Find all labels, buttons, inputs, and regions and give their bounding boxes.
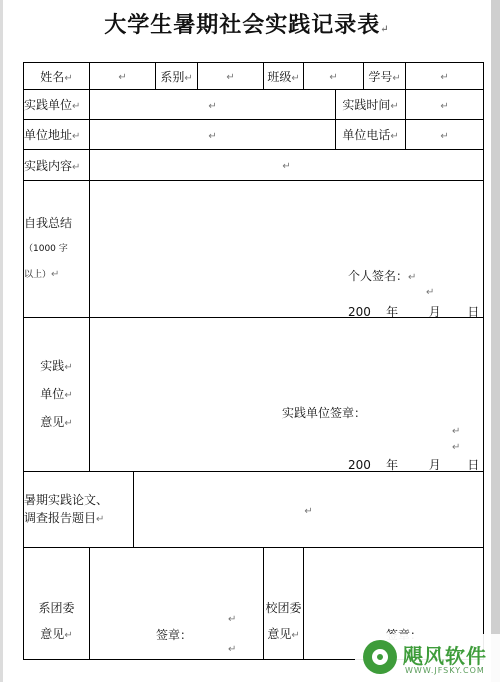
dept-committee-label-cell: 系团委 意见↵ <box>24 548 90 660</box>
class-label-cell: 班级↵ <box>264 63 304 90</box>
unit-opinion-value-cell[interactable]: 实践单位签章： ↵ ↵ 200 年 月 日 <box>90 318 484 472</box>
practice-content-value-cell[interactable]: ↵ <box>90 150 484 181</box>
watermark-name: 飓风软件 <box>403 644 487 668</box>
unit-address-label-cell: 单位地址↵ <box>24 120 90 150</box>
personal-signature-label: 个人签名：↵ <box>348 269 417 283</box>
school-committee-label-cell: 校团委 意见↵ <box>264 548 304 660</box>
thesis-title-value-cell[interactable]: ↵ <box>134 472 484 548</box>
summary-date: 200 年 月 日 <box>348 305 480 318</box>
unit-signature-label: 实践单位签章： <box>282 406 367 420</box>
self-summary-value-cell[interactable]: 个人签名：↵ ↵ 200 年 月 日 <box>90 181 484 318</box>
row-unit-address <box>24 120 484 150</box>
row-self-summary <box>24 181 484 318</box>
unit-phone-value-cell[interactable]: ↵ <box>406 120 484 150</box>
student-id-label-cell: 学号↵ <box>364 63 406 90</box>
unit-phone-label-cell: 单位电话↵ <box>336 120 406 150</box>
self-summary-label-cell: 自我总结 （1000 字 以上）↵ <box>24 181 90 318</box>
practice-unit-value-cell[interactable]: ↵ <box>90 90 336 120</box>
watermark <box>355 634 500 682</box>
practice-time-label-cell: 实践时间↵ <box>336 90 406 120</box>
title-text: 大学生暑期社会实践记录表 <box>104 12 381 38</box>
document-title <box>3 8 491 39</box>
name-value-cell[interactable]: ↵ <box>90 63 156 90</box>
watermark-logo-icon <box>363 640 397 674</box>
self-summary-label: 自我总结 <box>24 216 73 230</box>
row-basic-info <box>24 63 484 90</box>
row-practice-content <box>24 150 484 181</box>
name-label-cell: 姓名↵ <box>24 63 90 90</box>
window-frame-right <box>491 0 500 682</box>
class-value-cell[interactable]: ↵ <box>304 63 364 90</box>
row-practice-unit <box>24 90 484 120</box>
practice-unit-label-cell: 实践单位↵ <box>24 90 90 120</box>
row-thesis-title <box>24 472 484 548</box>
unit-address-value-cell[interactable]: ↵ <box>90 120 336 150</box>
dept-value-cell[interactable]: ↵ <box>198 63 264 90</box>
dept-committee-value-cell[interactable]: 签章： ↵ ↵ <box>90 548 264 660</box>
record-form-table <box>23 62 484 660</box>
unit-opinion-label-cell: 实践↵ 单位↵ 意见↵ <box>24 318 90 472</box>
document-page <box>3 0 491 682</box>
dept-committee-signature-label: 签章： <box>156 628 193 642</box>
dept-label-cell: 系别↵ <box>156 63 198 90</box>
self-summary-word-count: （1000 字 <box>24 244 68 254</box>
practice-time-value-cell[interactable]: ↵ <box>406 90 484 120</box>
unit-opinion-date: 200 年 月 日 <box>348 458 480 472</box>
practice-content-label-cell: 实践内容↵ <box>24 150 90 181</box>
thesis-title-label-cell: 暑期实践论文、 调查报告题目↵ <box>24 472 134 548</box>
watermark-url: WWW.JFSKY.COM <box>405 666 485 675</box>
paragraph-mark: ↵ <box>380 24 390 35</box>
student-id-value-cell[interactable]: ↵ <box>406 63 484 90</box>
row-unit-opinion <box>24 318 484 472</box>
